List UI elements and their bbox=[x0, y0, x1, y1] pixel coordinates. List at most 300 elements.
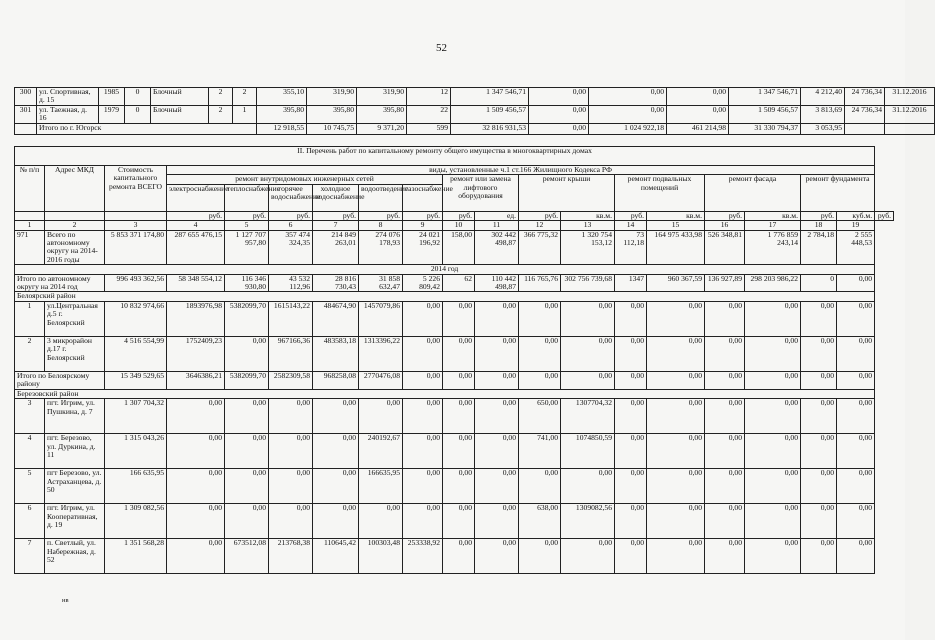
table-cell: 1979 bbox=[99, 105, 125, 123]
column-number: 8 bbox=[359, 221, 403, 230]
column-number: 19 bbox=[837, 221, 875, 230]
table-cell: 1313396,22 bbox=[359, 336, 403, 371]
table-cell: п. Светлый, ул. Набережная, д. 52 bbox=[45, 539, 105, 574]
table-cell: 0,00 bbox=[837, 371, 875, 389]
table-cell: 0,00 bbox=[269, 469, 313, 504]
unit-cell: руб. bbox=[313, 211, 359, 220]
table-cell: 0,00 bbox=[647, 301, 705, 336]
table-cell: 0,00 bbox=[647, 539, 705, 574]
unit-cell: руб. bbox=[875, 211, 894, 220]
table-cell: 0,00 bbox=[475, 434, 519, 469]
table-cell: 1 351 568,28 bbox=[105, 539, 167, 574]
header-engineering: ремонт внутридомовых инженерных сетей bbox=[167, 175, 443, 184]
table-cell: 3 bbox=[15, 399, 45, 434]
unit-cell: кв.м. bbox=[647, 211, 705, 220]
table-cell: 0,00 bbox=[745, 399, 801, 434]
column-number: 2 bbox=[45, 221, 105, 230]
table-cell: 960 367,59 bbox=[647, 274, 705, 292]
table-cell: 0,00 bbox=[801, 336, 837, 371]
grand-total-row bbox=[15, 230, 894, 265]
table-cell: 357 474 324,35 bbox=[269, 230, 313, 265]
column-number: 7 bbox=[313, 221, 359, 230]
table-cell: 298 203 986,22 bbox=[745, 274, 801, 292]
units-row bbox=[15, 211, 894, 220]
district-total-label: Итого по Белоярскому району bbox=[15, 371, 105, 389]
table-cell: 0,00 bbox=[745, 301, 801, 336]
table-cell: 1 347 546,71 bbox=[729, 88, 801, 106]
header-roof: ремонт крыши bbox=[519, 175, 615, 211]
header-types: виды, установленные ч.1 ст.166 Жилищного Кодекса РФ bbox=[167, 166, 875, 175]
table-cell: 5 853 371 174,80 bbox=[105, 230, 167, 265]
table-cell: 0 bbox=[801, 274, 837, 292]
table-cell: 0,00 bbox=[359, 504, 403, 539]
table-cell: 302 442 498,87 bbox=[475, 230, 519, 265]
district-name: Белоярский район bbox=[15, 292, 875, 301]
table-row bbox=[15, 301, 894, 336]
table-cell: 10 832 974,66 bbox=[105, 301, 167, 336]
header-sewer: водоотведение bbox=[359, 184, 403, 211]
table-cell: 158,00 bbox=[443, 230, 475, 265]
table-cell: 301 bbox=[15, 105, 37, 123]
year-label-row bbox=[15, 265, 894, 274]
table-cell: 0,00 bbox=[705, 434, 745, 469]
top-summary-table bbox=[14, 87, 935, 135]
table-cell: 0,00 bbox=[475, 371, 519, 389]
table-cell: 1 309 082,56 bbox=[105, 504, 167, 539]
table-cell: 0,00 bbox=[667, 88, 729, 106]
table-cell: 1 347 546,71 bbox=[451, 88, 529, 106]
table-cell: 2 784,18 bbox=[801, 230, 837, 265]
table-cell: 526 348,81 bbox=[705, 230, 745, 265]
top-total-label: Итого по г. Югорск bbox=[37, 123, 257, 134]
table-cell: 1457079,86 bbox=[359, 301, 403, 336]
table-cell: 136 927,89 bbox=[705, 274, 745, 292]
table-cell: 0,00 bbox=[647, 504, 705, 539]
table-cell: 0,00 bbox=[403, 469, 443, 504]
table-cell: 0,00 bbox=[443, 434, 475, 469]
table-cell: 32 816 931,53 bbox=[451, 123, 529, 134]
table-cell: ул.Центральная д.5 г. Белоярский bbox=[45, 301, 105, 336]
table-cell: 0,00 bbox=[615, 434, 647, 469]
table-cell: 968258,08 bbox=[313, 371, 359, 389]
table-cell: 0,00 bbox=[519, 539, 561, 574]
unit-cell: руб. bbox=[167, 211, 225, 220]
table-cell: 10 745,75 bbox=[307, 123, 357, 134]
table-cell: 0,00 bbox=[167, 539, 225, 574]
table-cell: 0,00 bbox=[313, 434, 359, 469]
table-cell: 0,00 bbox=[615, 301, 647, 336]
table-cell: 0,00 bbox=[313, 399, 359, 434]
table-cell: 0,00 bbox=[529, 105, 589, 123]
table-row bbox=[15, 434, 894, 469]
table-cell: 0,00 bbox=[837, 336, 875, 371]
table-cell: 0,00 bbox=[225, 504, 269, 539]
table-cell: 741,00 bbox=[519, 434, 561, 469]
table-cell: 0,00 bbox=[667, 105, 729, 123]
table-cell: 0,00 bbox=[615, 399, 647, 434]
table-cell: 395,80 bbox=[307, 105, 357, 123]
table-cell: 0,00 bbox=[801, 301, 837, 336]
table-cell: 0,00 bbox=[443, 469, 475, 504]
table-cell: 1 024 922,18 bbox=[589, 123, 667, 134]
table-cell: 673512,08 bbox=[225, 539, 269, 574]
column-number: 10 bbox=[443, 221, 475, 230]
table-cell: 24 021 196,92 bbox=[403, 230, 443, 265]
table-cell: 0,00 bbox=[647, 399, 705, 434]
table-cell: 0,00 bbox=[745, 504, 801, 539]
table-cell: 0,00 bbox=[801, 469, 837, 504]
table-cell: 0,00 bbox=[403, 399, 443, 434]
table-cell: пгт. Березово, ул. Дуркина, д. 11 bbox=[45, 434, 105, 469]
table-cell: 73 112,18 bbox=[615, 230, 647, 265]
header-electric: электроснабжение bbox=[167, 184, 225, 211]
table-cell: 1752409,23 bbox=[167, 336, 225, 371]
table-cell: 0,00 bbox=[561, 469, 615, 504]
table-cell: 319,90 bbox=[357, 88, 407, 106]
column-number: 1 bbox=[15, 221, 45, 230]
table-cell: 395,80 bbox=[257, 105, 307, 123]
table-cell: 0,00 bbox=[443, 539, 475, 574]
table-cell: 366 775,32 bbox=[519, 230, 561, 265]
table-cell: 31.12.2016 bbox=[885, 88, 935, 106]
table-cell: 395,80 bbox=[357, 105, 407, 123]
table-cell: 0,00 bbox=[443, 301, 475, 336]
table-cell: 274 076 178,93 bbox=[359, 230, 403, 265]
table-cell: Всего по автономному округу на 2014-2016 годы bbox=[45, 230, 105, 265]
table-cell: 0,00 bbox=[589, 105, 667, 123]
table-cell: 1 509 456,57 bbox=[451, 105, 529, 123]
year-label: 2014 год bbox=[15, 265, 875, 274]
table-row bbox=[15, 469, 894, 504]
table-cell: 0,00 bbox=[615, 469, 647, 504]
table-cell: 0,00 bbox=[475, 301, 519, 336]
table-cell: 484674,90 bbox=[313, 301, 359, 336]
column-number: 16 bbox=[705, 221, 745, 230]
table-cell: 0,00 bbox=[745, 539, 801, 574]
table-cell: 483583,18 bbox=[313, 336, 359, 371]
table-cell: 0,00 bbox=[745, 434, 801, 469]
table-cell: 287 655 476,15 bbox=[167, 230, 225, 265]
table-cell: 0,00 bbox=[745, 336, 801, 371]
table-cell: 300 bbox=[15, 88, 37, 106]
unit-cell: руб. bbox=[519, 211, 561, 220]
table-cell: 0,00 bbox=[269, 399, 313, 434]
header-basement: ремонт подвальных помещений bbox=[615, 175, 705, 211]
table-cell: 599 bbox=[407, 123, 451, 134]
table-cell: 0,00 bbox=[705, 504, 745, 539]
table-cell: 0,00 bbox=[705, 539, 745, 574]
table-cell: 164 975 433,98 bbox=[647, 230, 705, 265]
table-cell: ул. Спортивная, д. 15 bbox=[37, 88, 99, 106]
table-cell: 0,00 bbox=[837, 539, 875, 574]
table-cell: 0,00 bbox=[615, 336, 647, 371]
table-cell: 1309082,56 bbox=[561, 504, 615, 539]
table-cell: 9 371,20 bbox=[357, 123, 407, 134]
table-cell: 650,00 bbox=[519, 399, 561, 434]
unit-cell: руб. bbox=[443, 211, 475, 220]
table-cell: 1985 bbox=[99, 88, 125, 106]
table-cell: 0,00 bbox=[615, 371, 647, 389]
unit-cell: куб.м. bbox=[837, 211, 875, 220]
table-cell: 0,00 bbox=[167, 434, 225, 469]
header-gas: газоснабжение bbox=[403, 184, 443, 211]
table-cell: 0,00 bbox=[519, 301, 561, 336]
table-cell: 319,90 bbox=[307, 88, 357, 106]
column-number: 5 bbox=[225, 221, 269, 230]
table-cell: 2 bbox=[233, 88, 257, 106]
table-cell: 0,00 bbox=[475, 336, 519, 371]
table-cell: 0,00 bbox=[615, 504, 647, 539]
table-cell: 0,00 bbox=[647, 371, 705, 389]
table-cell: 0,00 bbox=[403, 301, 443, 336]
table-cell: 4 bbox=[15, 434, 45, 469]
table-cell: 2582309,58 bbox=[269, 371, 313, 389]
district-header-row bbox=[15, 292, 894, 301]
table-cell: 0,00 bbox=[561, 301, 615, 336]
unit-cell: руб. bbox=[359, 211, 403, 220]
table-cell: 2 555 448,53 bbox=[837, 230, 875, 265]
capital-repair-table bbox=[14, 146, 894, 574]
year-total-row bbox=[15, 274, 894, 292]
unit-cell: руб. bbox=[225, 211, 269, 220]
table-cell: 110 442 498,87 bbox=[475, 274, 519, 292]
table-cell: 0,00 bbox=[269, 434, 313, 469]
district-total-row bbox=[15, 371, 894, 389]
header-coldwater: холодное водоснабжение bbox=[313, 184, 359, 211]
table-cell: 0,00 bbox=[443, 504, 475, 539]
table-cell: 24 736,34 bbox=[845, 88, 885, 106]
table-cell: 0,00 bbox=[615, 539, 647, 574]
column-number: 13 bbox=[561, 221, 615, 230]
table-row bbox=[15, 539, 894, 574]
header-lift: ремонт или замена лифтового оборудования bbox=[443, 175, 519, 211]
footer-mark: нв bbox=[62, 597, 69, 604]
table-cell: 0,00 bbox=[801, 399, 837, 434]
table-cell: 638,00 bbox=[519, 504, 561, 539]
table-cell: 58 348 554,12 bbox=[167, 274, 225, 292]
header-foundation: ремонт фундамента bbox=[801, 175, 875, 211]
table-cell: 0,00 bbox=[561, 539, 615, 574]
column-number: 18 bbox=[801, 221, 837, 230]
section-title: II. Перечень работ по капитальному ремонту общего имущества в многоквартирных домах bbox=[15, 147, 875, 166]
header-facade: ремонт фасада bbox=[705, 175, 801, 211]
table-cell: 0,00 bbox=[519, 371, 561, 389]
table-cell: 0,00 bbox=[705, 336, 745, 371]
table-cell: 0,00 bbox=[837, 301, 875, 336]
unit-cell: руб. bbox=[269, 211, 313, 220]
table-cell: пгт. Игрим, ул. Кооперативная, д. 19 bbox=[45, 504, 105, 539]
table-cell: 213768,38 bbox=[269, 539, 313, 574]
table-cell: 166 635,95 bbox=[105, 469, 167, 504]
table-cell: 1 315 043,26 bbox=[105, 434, 167, 469]
table-cell: 0,00 bbox=[561, 371, 615, 389]
table-cell bbox=[845, 123, 885, 134]
table-cell: 3 микрорайон д.17 г. Белоярский bbox=[45, 336, 105, 371]
table-cell: 0,00 bbox=[519, 469, 561, 504]
table-cell: 62 bbox=[443, 274, 475, 292]
table-cell: 996 493 362,56 bbox=[105, 274, 167, 292]
table-cell: 0,00 bbox=[801, 539, 837, 574]
page-number: 52 bbox=[436, 42, 447, 54]
table-cell: 0,00 bbox=[705, 469, 745, 504]
table-cell: 5382099,70 bbox=[225, 301, 269, 336]
table-cell: 110645,42 bbox=[313, 539, 359, 574]
table-cell: 0,00 bbox=[801, 371, 837, 389]
unit-cell: ед. bbox=[475, 211, 519, 220]
table-cell: 3 053,95 bbox=[801, 123, 845, 134]
unit-cell: кв.м. bbox=[745, 211, 801, 220]
table-cell: 0,00 bbox=[225, 469, 269, 504]
table-cell: ул. Таежная, д. 16 bbox=[37, 105, 99, 123]
top-table-row bbox=[15, 88, 935, 106]
table-cell: 2 bbox=[209, 105, 233, 123]
table-cell: 0,00 bbox=[745, 469, 801, 504]
table-cell: 967166,36 bbox=[269, 336, 313, 371]
table-cell: 0,00 bbox=[647, 336, 705, 371]
table-cell: 0,00 bbox=[705, 399, 745, 434]
table-cell: 0,00 bbox=[313, 469, 359, 504]
table-cell: 240192,67 bbox=[359, 434, 403, 469]
top-total-row bbox=[15, 123, 935, 134]
table-cell: 0,00 bbox=[443, 371, 475, 389]
table-cell: 31.12.2016 bbox=[885, 105, 935, 123]
table-cell: 0,00 bbox=[167, 504, 225, 539]
table-row bbox=[15, 399, 894, 434]
table-cell: 0,00 bbox=[475, 504, 519, 539]
header-heat: теплоснабжение bbox=[225, 184, 269, 211]
header-address: Адрес МКД bbox=[45, 166, 105, 212]
table-cell: 43 532 112,96 bbox=[269, 274, 313, 292]
header-num: № п/п bbox=[15, 166, 45, 212]
table-cell: 0,00 bbox=[403, 434, 443, 469]
table-cell: 1347 bbox=[615, 274, 647, 292]
table-cell: 7 bbox=[15, 539, 45, 574]
table-cell: 0,00 bbox=[225, 434, 269, 469]
table-cell: 1 127 707 957,80 bbox=[225, 230, 269, 265]
table-cell: 0,00 bbox=[359, 399, 403, 434]
table-cell: 4 516 554,99 bbox=[105, 336, 167, 371]
table-cell: 5382099,70 bbox=[225, 371, 269, 389]
table-cell: 4 212,40 bbox=[801, 88, 845, 106]
table-cell: 2 bbox=[209, 88, 233, 106]
header-hotwater: горячее водоснабжение bbox=[269, 184, 313, 211]
table-cell: 0,00 bbox=[745, 371, 801, 389]
table-cell: 31 858 632,47 bbox=[359, 274, 403, 292]
table-cell: 1 320 754 153,12 bbox=[561, 230, 615, 265]
unit-cell: руб. bbox=[801, 211, 837, 220]
table-cell: 1 bbox=[15, 301, 45, 336]
column-number: 3 bbox=[105, 221, 167, 230]
table-cell: 0,00 bbox=[519, 336, 561, 371]
table-cell: 28 816 730,43 bbox=[313, 274, 359, 292]
table-cell: 0,00 bbox=[167, 469, 225, 504]
table-cell: 0,00 bbox=[167, 399, 225, 434]
table-cell: 971 bbox=[15, 230, 45, 265]
table-cell: 1074850,59 bbox=[561, 434, 615, 469]
district-name: Березовский район bbox=[15, 389, 875, 398]
table-cell: 0,00 bbox=[561, 336, 615, 371]
unit-cell: кв.м. bbox=[561, 211, 615, 220]
unit-cell: руб. bbox=[705, 211, 745, 220]
table-cell: 0,00 bbox=[475, 399, 519, 434]
table-cell: 0,00 bbox=[837, 274, 875, 292]
table-cell: 1893976,98 bbox=[167, 301, 225, 336]
table-cell: 166635,95 bbox=[359, 469, 403, 504]
table-cell: 100303,48 bbox=[359, 539, 403, 574]
table-cell: 0,00 bbox=[225, 336, 269, 371]
table-cell: 355,10 bbox=[257, 88, 307, 106]
table-cell: 0,00 bbox=[443, 336, 475, 371]
table-cell: 0,00 bbox=[801, 434, 837, 469]
table-cell: пгт. Игрим, ул. Пушкина, д. 7 bbox=[45, 399, 105, 434]
table-cell: 2 bbox=[15, 336, 45, 371]
top-table-row bbox=[15, 105, 935, 123]
column-number: 14 bbox=[615, 221, 647, 230]
table-cell: 0 bbox=[125, 105, 151, 123]
table-row bbox=[15, 336, 894, 371]
column-numbers-row bbox=[15, 221, 894, 230]
table-cell: 12 bbox=[407, 88, 451, 106]
table-cell: 0,00 bbox=[313, 504, 359, 539]
table-cell: 0,00 bbox=[269, 504, 313, 539]
table-cell: 0,00 bbox=[475, 539, 519, 574]
table-cell: 0,00 bbox=[589, 88, 667, 106]
column-number: 11 bbox=[475, 221, 519, 230]
table-cell: 0,00 bbox=[403, 504, 443, 539]
table-cell: 0,00 bbox=[225, 399, 269, 434]
table-cell: 0,00 bbox=[475, 469, 519, 504]
table-row bbox=[15, 504, 894, 539]
table-cell: 116 346 930,80 bbox=[225, 274, 269, 292]
table-cell: Блочный bbox=[151, 88, 209, 106]
table-cell: 1307704,32 bbox=[561, 399, 615, 434]
table-cell: 3 813,69 bbox=[801, 105, 845, 123]
table-cell: 0,00 bbox=[443, 399, 475, 434]
table-cell: 22 bbox=[407, 105, 451, 123]
column-number: 15 bbox=[647, 221, 705, 230]
table-cell: 0,00 bbox=[529, 88, 589, 106]
table-cell: 3646386,21 bbox=[167, 371, 225, 389]
table-cell: 461 214,98 bbox=[667, 123, 729, 134]
table-cell: 12 918,55 bbox=[257, 123, 307, 134]
column-number: 6 bbox=[269, 221, 313, 230]
unit-cell: руб. bbox=[615, 211, 647, 220]
table-cell: 0,00 bbox=[403, 371, 443, 389]
table-cell bbox=[885, 123, 935, 134]
table-cell: 0,00 bbox=[837, 434, 875, 469]
table-cell: 2770476,08 bbox=[359, 371, 403, 389]
table-cell: 1 307 704,32 bbox=[105, 399, 167, 434]
table-cell: 0,00 bbox=[837, 469, 875, 504]
table-cell: 0,00 bbox=[647, 434, 705, 469]
table-cell: 5 226 809,42 bbox=[403, 274, 443, 292]
table-cell: Блочный bbox=[151, 105, 209, 123]
table-cell: 6 bbox=[15, 504, 45, 539]
table-cell: 0 bbox=[125, 88, 151, 106]
table-cell: 31 330 794,37 bbox=[729, 123, 801, 134]
column-number: 4 bbox=[167, 221, 225, 230]
table-cell: 1 bbox=[233, 105, 257, 123]
table-cell: 1615143,22 bbox=[269, 301, 313, 336]
header-cost: Стоимость капитального ремонта ВСЕГО bbox=[105, 166, 167, 212]
table-cell: 0,00 bbox=[837, 504, 875, 539]
table-cell: 24 736,34 bbox=[845, 105, 885, 123]
table-cell: 0,00 bbox=[837, 399, 875, 434]
table-cell bbox=[15, 123, 37, 134]
table-cell: 253338,92 bbox=[403, 539, 443, 574]
year-total-label: Итого по автономному округу на 2014 год bbox=[15, 274, 105, 292]
table-cell: 0,00 bbox=[529, 123, 589, 134]
